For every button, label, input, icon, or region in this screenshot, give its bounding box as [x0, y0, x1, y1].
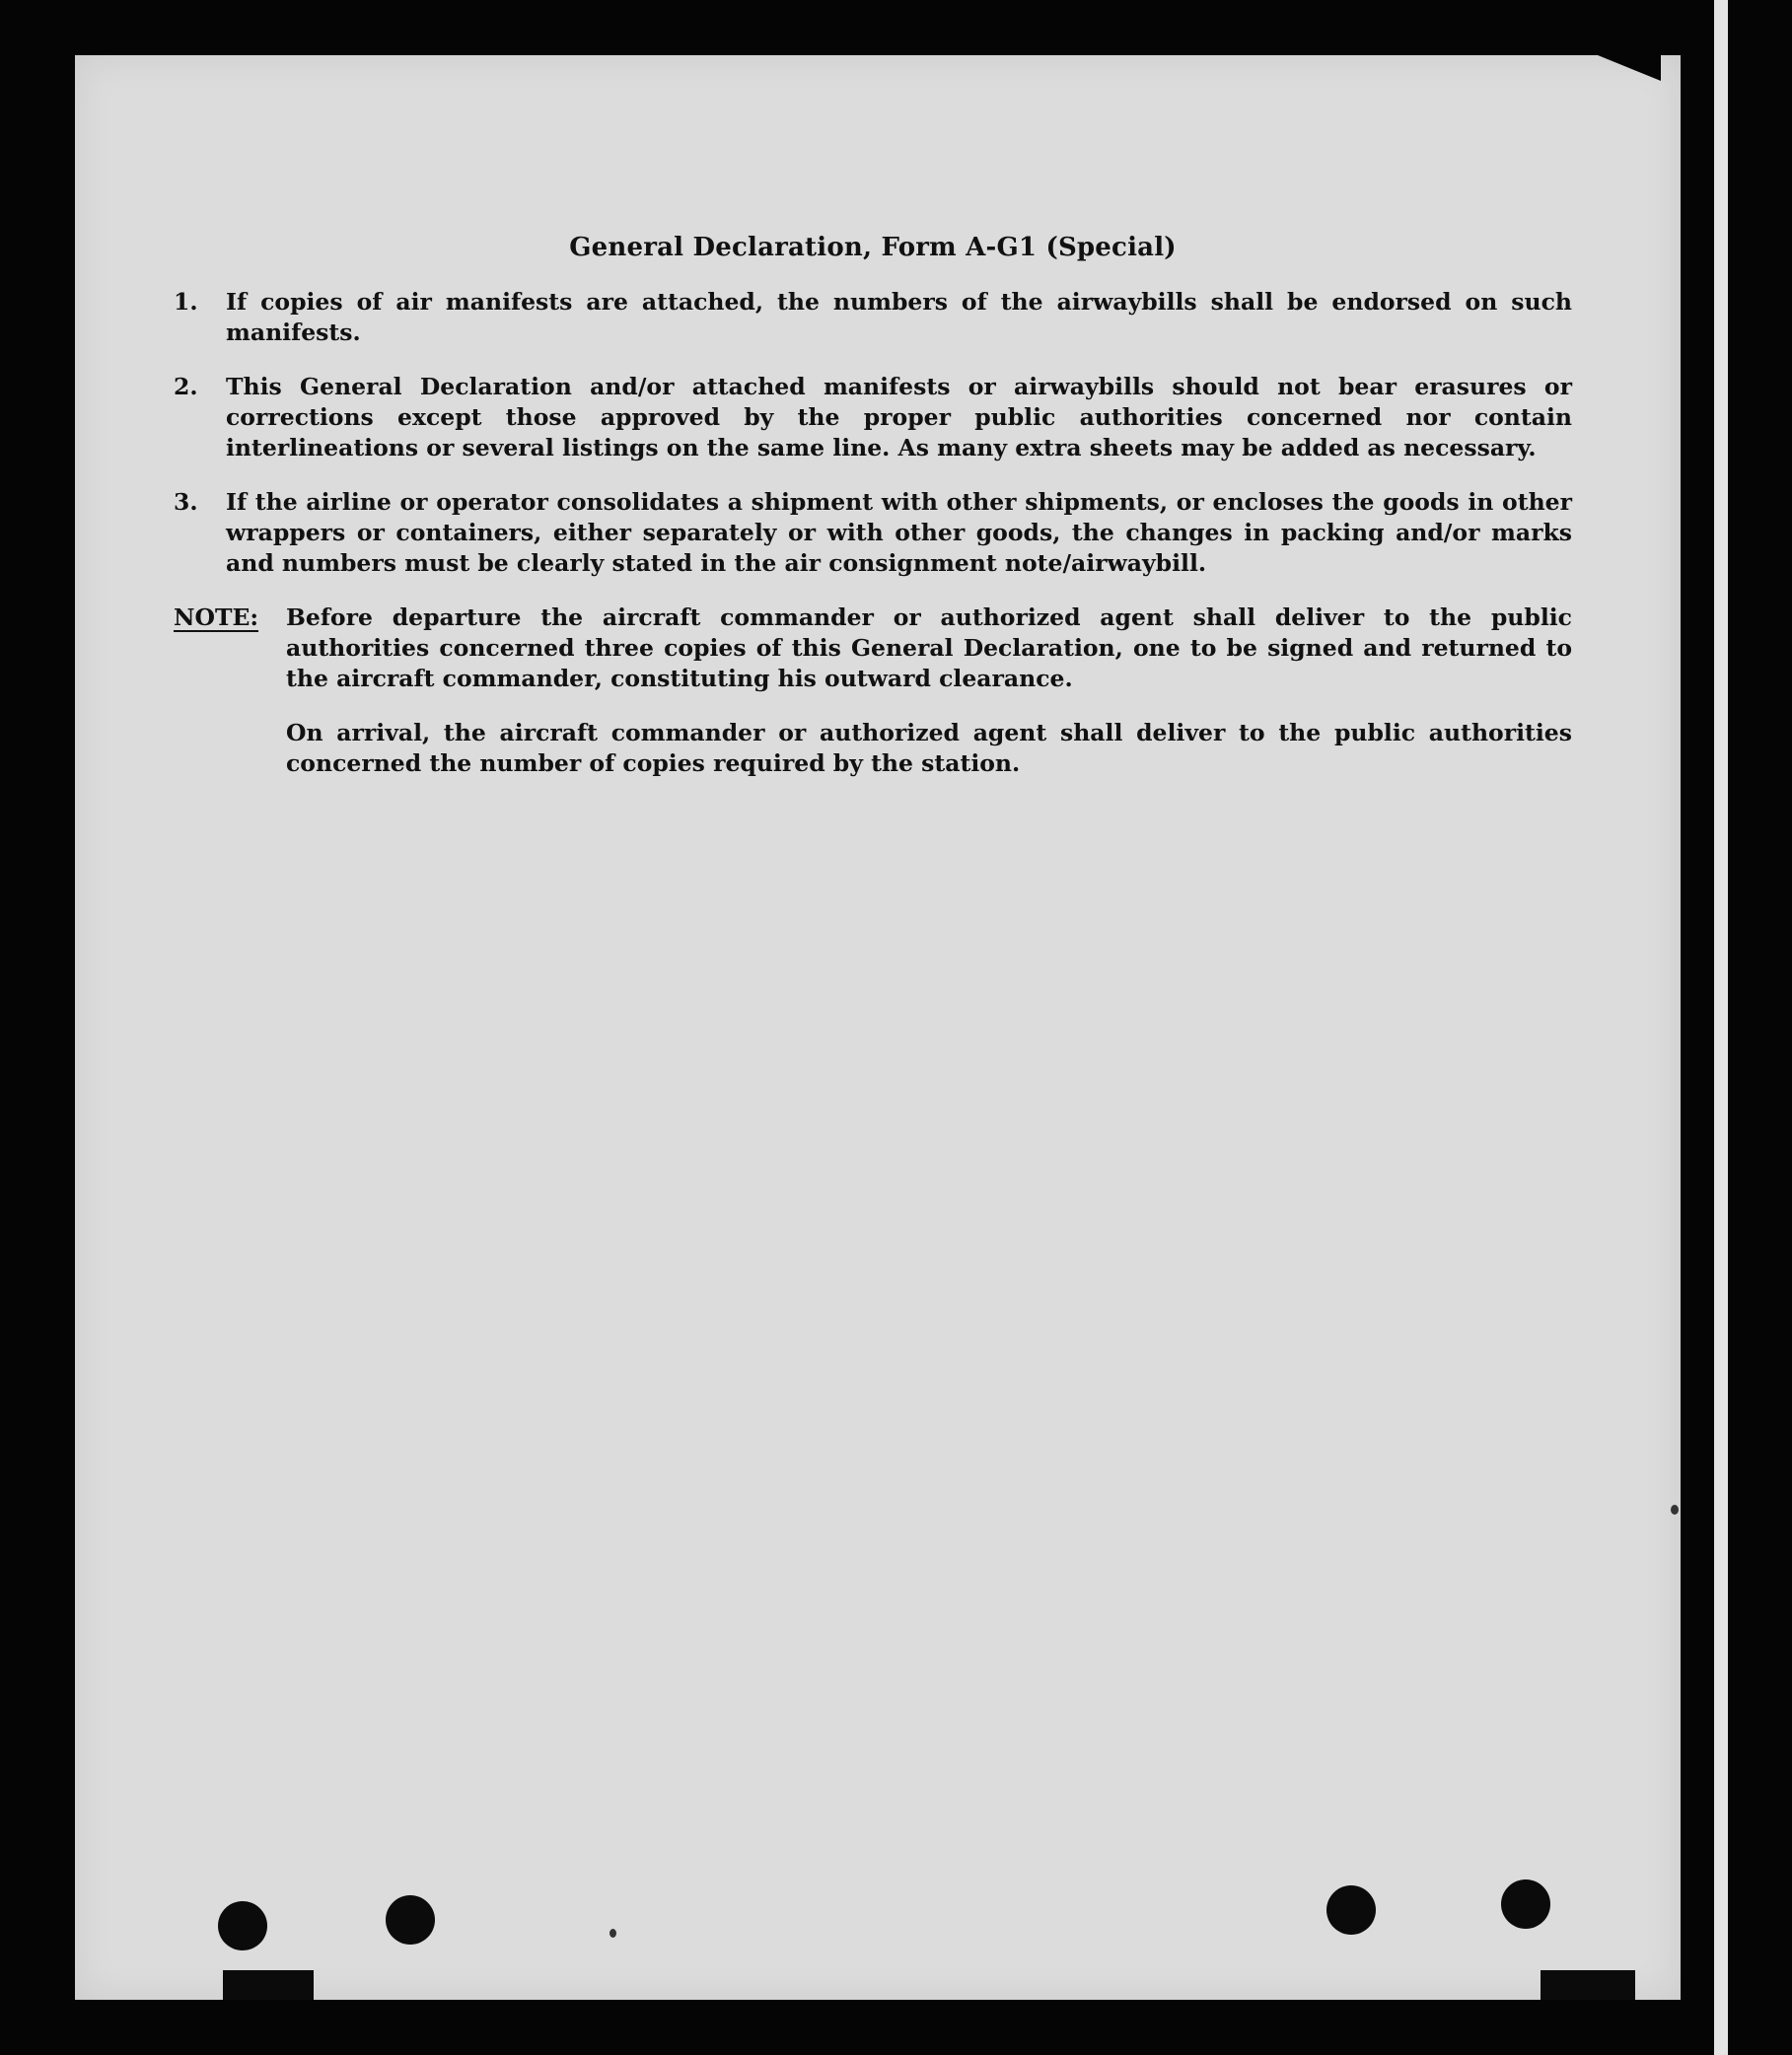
paper-corner-fold — [1598, 55, 1661, 81]
scanner-edge-strip — [1714, 0, 1728, 2055]
document-title: General Declaration, Form A-G1 (Special) — [569, 233, 1177, 262]
note-body — [286, 602, 1572, 803]
list-item-number: 3. — [174, 488, 198, 516]
punch-hole — [386, 1895, 435, 1945]
document-content — [174, 233, 1572, 803]
dust-speck — [609, 1929, 616, 1938]
list-item-number: 2. — [174, 373, 198, 400]
list-item — [174, 372, 1572, 463]
list-item-text: If the airline or operator consolidates a shipment with other shipments, or encloses the goods in other wrappers or containers, either separately or with other goods, the changes in packing and/or marks and numbers must be clearly stated in the air consignment note/airwaybill. — [226, 488, 1572, 577]
punch-hole — [218, 1901, 267, 1950]
list-item — [174, 287, 1572, 348]
list-item-text: This General Declaration and/or attached manifests or airwaybills should not bear erasures or corrections except those approved by the proper public authorities concerned nor contain interlineations or several listings on the same line. As many extra sheets may be added as necessary. — [226, 373, 1572, 461]
punch-hole — [1326, 1885, 1376, 1935]
list-item — [174, 487, 1572, 579]
list-item-text: If copies of air manifests are attached, the numbers of the airwaybills shall be endorsed on such manifests. — [226, 288, 1572, 346]
note-paragraph: Before departure the aircraft commander or authorized agent shall deliver to the public authorities concerned three copies of this General Declaration, one to be signed and returned to the aircraft commander, constituting his outward clearance. — [286, 603, 1572, 692]
punch-hole — [1501, 1879, 1550, 1929]
note-section — [174, 602, 1572, 803]
dust-speck — [1671, 1505, 1679, 1515]
list-item-number: 1. — [174, 288, 198, 316]
note-paragraph: On arrival, the aircraft commander or authorized agent shall deliver to the public authorities concerned the number of copies required by the station. — [286, 719, 1572, 777]
note-label: NOTE: — [174, 603, 259, 631]
binder-tab — [223, 1970, 314, 2000]
binder-tab — [1541, 1970, 1635, 2000]
